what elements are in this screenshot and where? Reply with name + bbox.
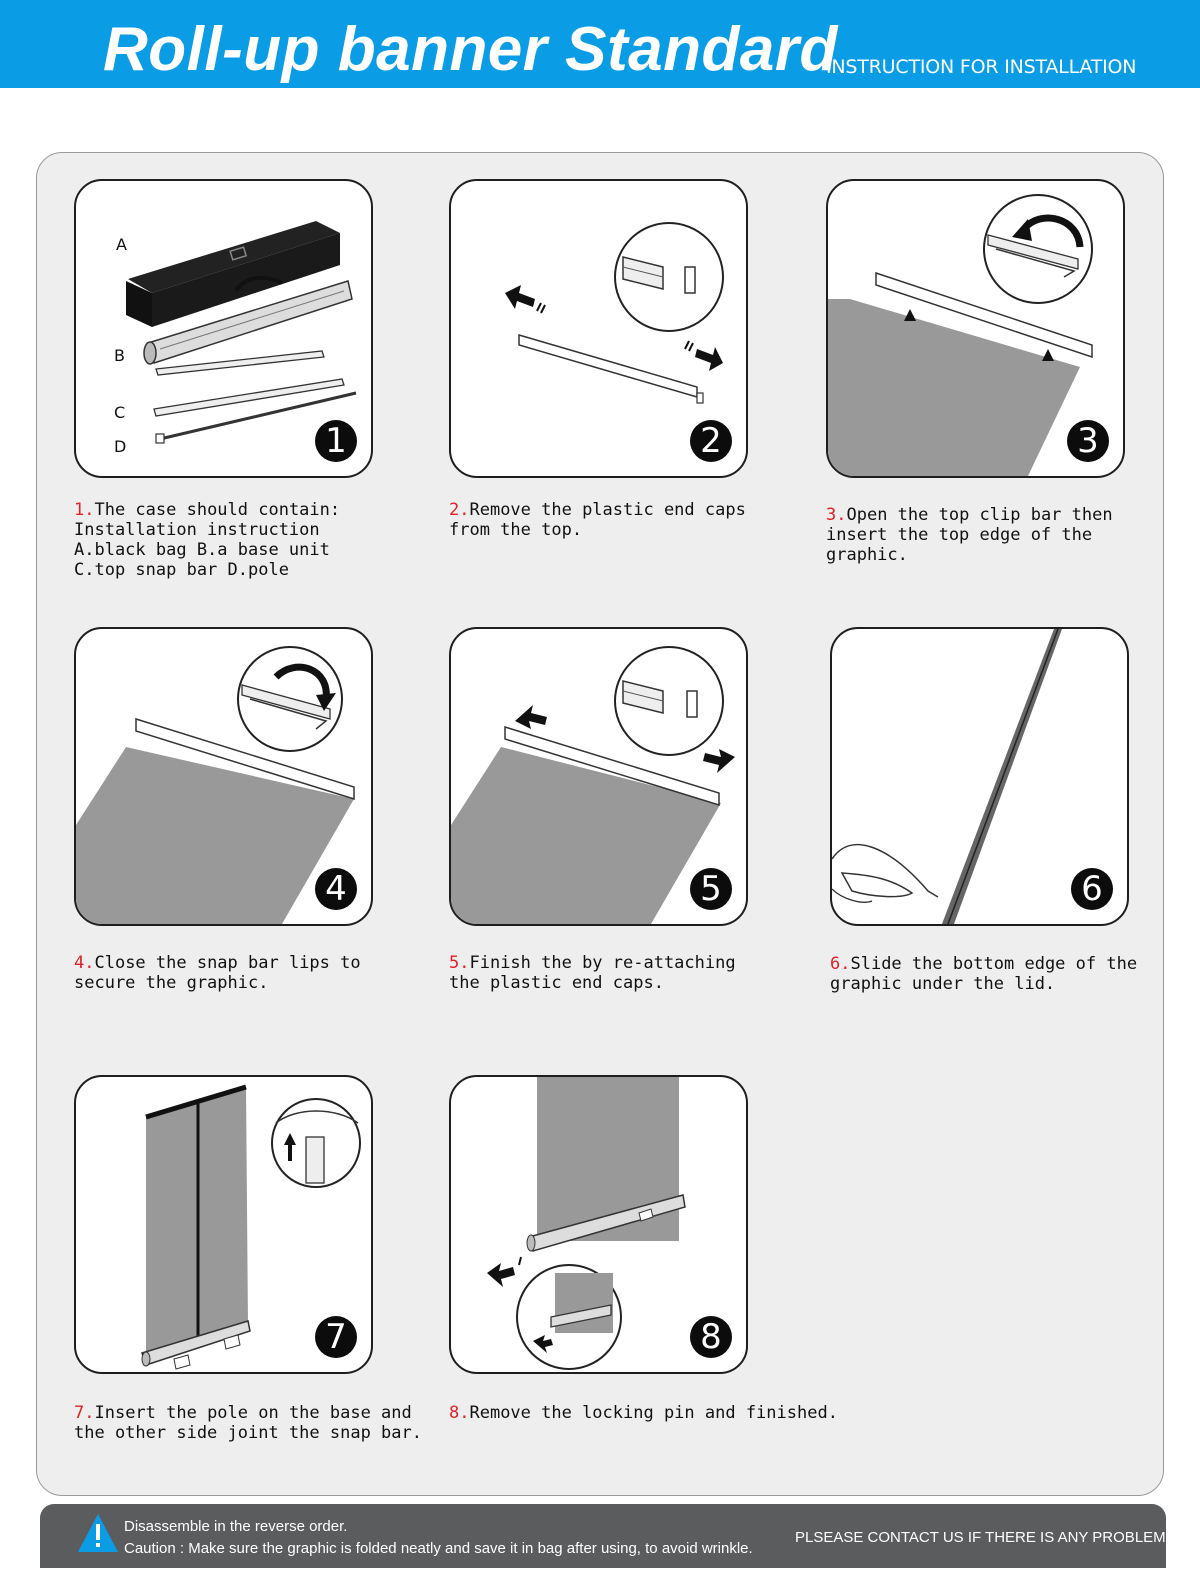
warning-icon [76,1512,120,1556]
label-a: A [116,235,127,254]
step-5-caption: 5.Finish the by re-attaching the plastic end caps. [449,953,736,993]
footer-bar [40,1504,1170,1568]
step-badge-7: 7 [315,1316,357,1358]
header-banner [0,0,1200,88]
step-4-caption: 4.Close the snap bar lips to secure the graphic. [74,953,361,993]
step-2-caption: 2.Remove the plastic end caps from the top. [449,500,746,540]
label-c: C [114,403,126,422]
footer-caution-note: Caution : Make sure the graphic is folded neatly and save it in bag after using, to avoid wrinkle. [124,1540,753,1557]
step-1-caption: 1.The case should contain: Installation instruction A.black bag B.a base unit C.top snap bar D.pole [74,500,341,580]
step-3-caption: 3.Open the top clip bar then insert the top edge of the graphic. [826,505,1113,565]
label-b: B [114,346,125,365]
step-8-illustration [449,1075,748,1374]
step-badge-4: 4 [315,868,357,910]
step-badge-8: 8 [690,1316,732,1358]
step-badge-2: 2 [690,420,732,462]
step-1-illustration [74,179,373,478]
step-badge-6: 6 [1071,868,1113,910]
step-2-illustration [449,179,748,478]
step-4-illustration [74,627,373,926]
step-8-caption: 8.Remove the locking pin and finished. [449,1403,838,1423]
footer-disassemble-note: Disassemble in the reverse order. [124,1518,348,1535]
step-badge-5: 5 [690,868,732,910]
step-5-illustration [449,627,748,926]
label-d: D [114,437,127,456]
page-subtitle: INSTRUCTION FOR INSTALLATION [826,56,1137,78]
step-7-caption: 7.Insert the pole on the base and the other side joint the snap bar. [74,1403,422,1443]
step-6-caption: 6.Slide the bottom edge of the graphic under the lid. [830,954,1138,994]
step-badge-3: 3 [1067,420,1109,462]
step-badge-1: 1 [315,420,357,462]
footer-contact-note: PLSEASE CONTACT US IF THERE IS ANY PROBLEM. [795,1529,1170,1546]
step-6-illustration [830,627,1129,926]
step-3-illustration [826,179,1125,478]
page-title: Roll-up banner Standard [103,15,838,84]
step-7-illustration [74,1075,373,1374]
